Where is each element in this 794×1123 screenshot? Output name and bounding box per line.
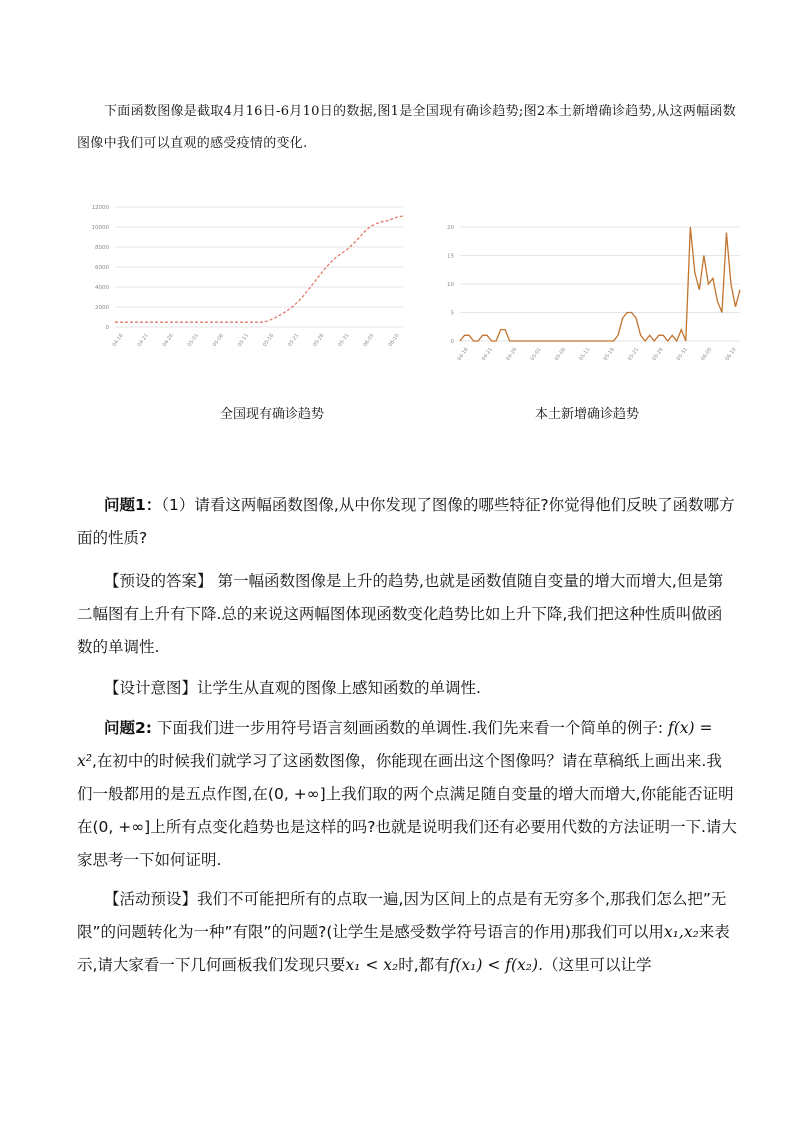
preset-answer-label: 【预设的答案】 xyxy=(104,572,213,590)
x-tick-label: 04-26 xyxy=(161,332,175,349)
y-tick-label: 5 xyxy=(450,310,454,317)
design-intent xyxy=(77,672,737,705)
x-tick-label: 05-16 xyxy=(261,332,276,349)
y-tick-label: 15 xyxy=(447,253,454,260)
var-x2: x₂ xyxy=(683,923,699,941)
x-tick-label: 04-21 xyxy=(136,332,150,349)
x-tick-label: 06-10 xyxy=(387,332,401,349)
x-tick-label: 04-16 xyxy=(456,346,470,363)
x-tick-label: 04-26 xyxy=(505,346,519,363)
x-tick-label: 05-26 xyxy=(312,332,326,349)
x-tick-label: 06-05 xyxy=(700,346,714,363)
design-intent-text: 让学生从直观的图像上感知函数的单调性. xyxy=(197,679,481,697)
function-formula: f(x) = x² xyxy=(77,719,713,770)
y-tick-label: 4000 xyxy=(95,285,109,291)
y-tick-label: 0 xyxy=(105,325,109,331)
question-1-label: 问题1： xyxy=(104,496,162,514)
design-intent-label: 【设计意图】 xyxy=(104,679,198,697)
x-tick-label: 05-16 xyxy=(602,346,616,363)
chart-caption-right: 本土新增确诊趋势 xyxy=(535,407,640,422)
x-tick-label: 05-11 xyxy=(236,332,251,349)
x-tick-label: 05-06 xyxy=(211,332,226,349)
question-2-label: 问题2: xyxy=(104,719,152,737)
activity-text-b: 来表示,请大家看一下几何画板我们发现只要 xyxy=(77,923,730,974)
x-tick-label: 05-01 xyxy=(186,332,200,349)
question-2 xyxy=(77,712,737,877)
x-tick-label: 05-01 xyxy=(529,346,543,363)
intro-paragraph: 下面函数图像是截取4月16日-6月10日的数据,图1是全国现有确诊趋势;图2本土新增确诊趋势,从这两幅函数图像中我们可以直观的感受疫情的变化. xyxy=(77,104,737,151)
x-tick-label: 05-26 xyxy=(651,346,665,363)
var-x1: x₁, xyxy=(663,923,684,941)
x-tick-label: 06-05 xyxy=(362,332,376,349)
y-tick-label: 6000 xyxy=(95,265,109,271)
y-tick-label: 10 xyxy=(447,282,454,288)
preset-answer xyxy=(77,565,737,664)
activity-preset xyxy=(77,883,737,982)
y-tick-label: 2000 xyxy=(95,305,109,311)
y-tick-label: 8000 xyxy=(95,245,109,251)
x-tick-label: 06-10 xyxy=(724,346,738,363)
activity-text-a: 我们不可能把所有的点取一遍,因为区间上的点是有无穷多个,那我们怎么把”无限”的问题转化为一种”有限”的问题?(让学生是感受数学符号语言的作用)那我们可以用 xyxy=(77,890,727,941)
x-tick-label: 05-31 xyxy=(675,346,689,363)
activity-text-c: 时,都有 xyxy=(398,956,450,974)
chart-local xyxy=(438,215,768,385)
question-1 xyxy=(77,489,737,555)
y-tick-label: 12000 xyxy=(91,205,109,211)
activity-text-d: .（这里可以让学 xyxy=(538,956,652,974)
question-2-text-a: 下面我们进一步用符号语言刻画函数的单调性.我们先来看一个简单的例子: xyxy=(151,719,668,737)
x-tick-label: 05-21 xyxy=(626,346,641,363)
x-tick-label: 05-21 xyxy=(287,332,301,349)
y-tick-label: 0 xyxy=(450,339,454,345)
preset-answer-text: 第一幅函数图像是上升的趋势,也就是函数值随自变量的增大而增大,但是第二幅图有上升有下降.总的来说这两幅图体现函数变化趋势比如上升下降,我们把这种性质叫做函数的单调性. xyxy=(77,572,724,656)
chart-national xyxy=(85,195,405,365)
series-line xyxy=(115,216,403,322)
y-tick-label: 20 xyxy=(447,225,454,231)
x-tick-label: 05-31 xyxy=(337,332,351,349)
chart-caption-left: 全国现有确诊趋势 xyxy=(220,407,325,422)
x-tick-label: 05-11 xyxy=(578,346,592,363)
y-tick-label: 10000 xyxy=(91,225,109,231)
conclusion: f(x₁) < f(x₂) xyxy=(449,956,539,974)
x-tick-label: 04-16 xyxy=(111,332,125,349)
x-tick-label: 04-21 xyxy=(480,346,495,363)
question-2-text-b: ,在初中的时候我们就学习了这函数图像，你能现在画出这个图像吗？请在草稿纸上画出来.我们一般都用的是五点作图,在(0, +∞]上我们取的两个点满足随自变量的增大而增大,你能能否证明在(0, +∞]上所有点变化趋势也是这样的吗?也就是说明我们还有必要用代数的方法证明一下.请大家思考一下如何证明. xyxy=(77,752,737,869)
x-tick-label: 05-06 xyxy=(553,346,568,363)
condition: x₁ < x₂ xyxy=(345,956,399,974)
activity-preset-label: 【活动预设】 xyxy=(104,890,198,908)
question-1-text: （1）请看这两幅函数图像,从中你发现了图像的哪些特征?你觉得他们反映了函数哪方面的性质? xyxy=(77,496,735,547)
